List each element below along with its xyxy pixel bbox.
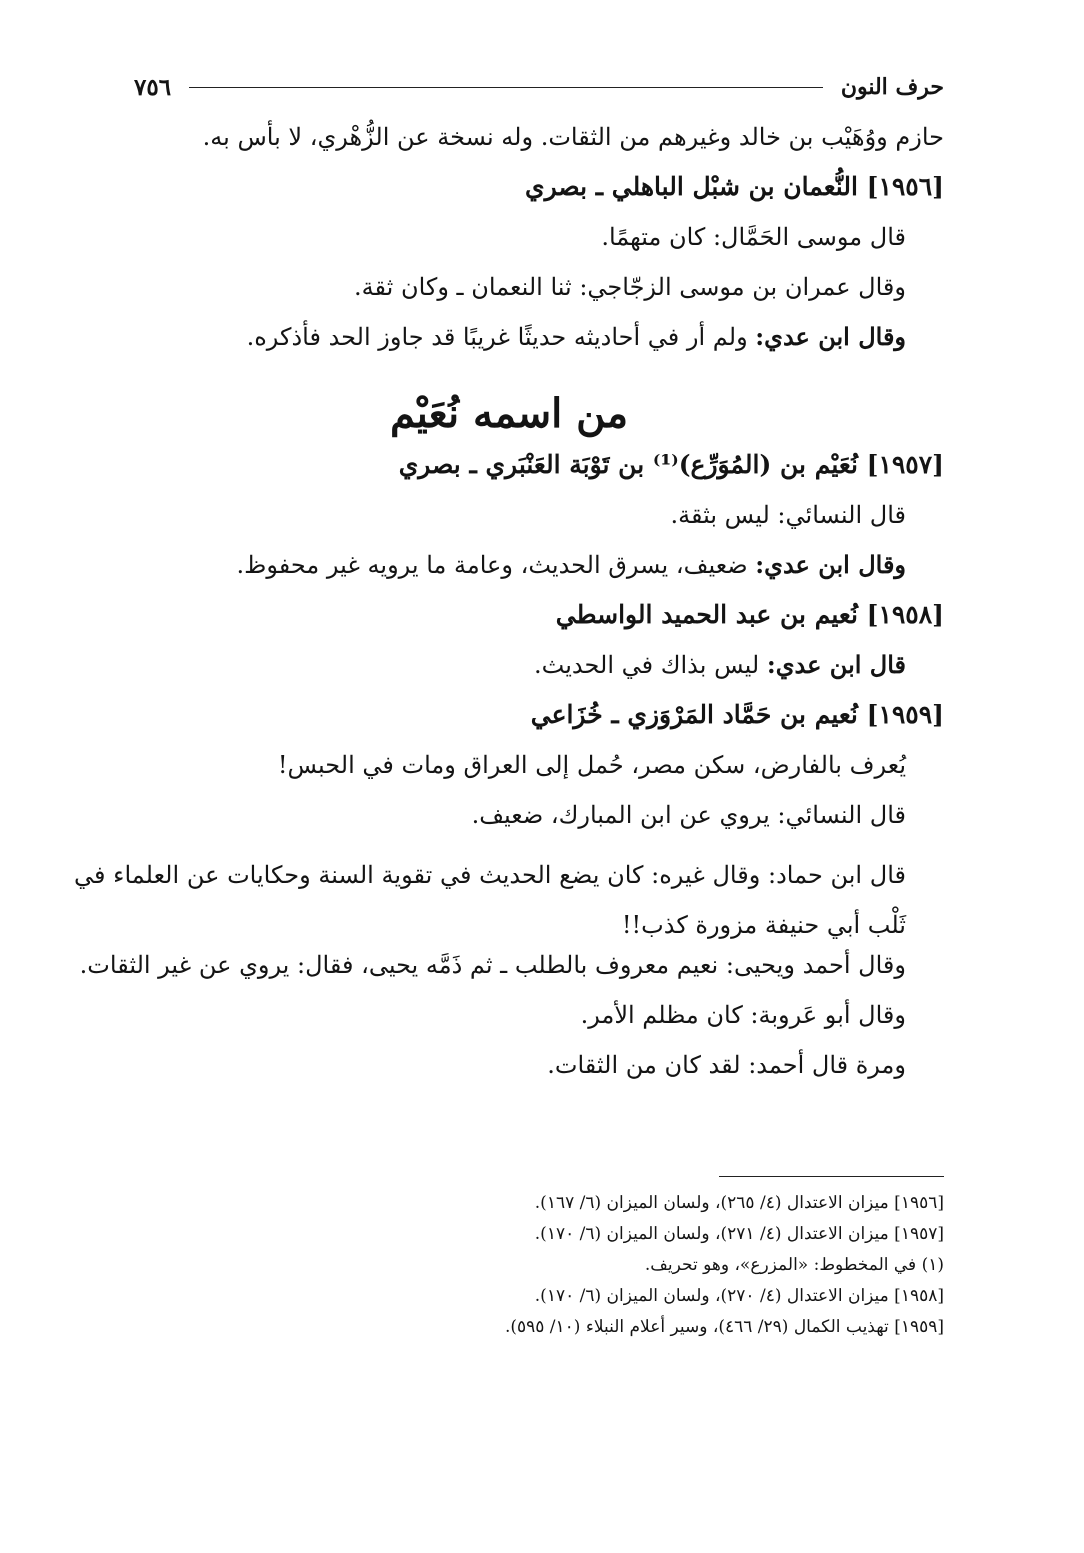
quote-text: ولم أر في أحاديثه حديثًا غريبًا قد جاوز الحد فأذكره.	[246, 323, 756, 351]
footnote: [١٩٥٦] ميزان الاعتدال (٤/ ٢٦٥)، ولسان الميزان (٦/ ١٦٧).	[534, 1193, 944, 1213]
running-header	[134, 72, 944, 102]
page-number: ٧٥٦	[134, 73, 172, 101]
text-paragraph: قال ابن حماد: وقال غيره: كان يضع الحديث في تقوية السنة وحكايات عن العلماء في ثَلْب أبي حنيفة مزورة كذب!!	[74, 861, 906, 939]
text-line: ومرة قال أحمد: لقد كان من الثقات.	[547, 1051, 906, 1079]
text-line: وقال أحمد ويحيى: نعيم معروف بالطلب ـ ثم ذَمَّه يحيى، فقال: يروي عن غير الثقات.	[79, 951, 906, 979]
entry-title-1959: [١٩٥٩] نُعيم بن حَمَّاد المَرْوَزي ـ خُزَاعي	[530, 700, 944, 729]
text-line: قال النسائي: ليس بثقة.	[670, 501, 906, 529]
footnote: [١٩٥٩] تهذيب الكمال (٢٩/ ٤٦٦)، وسير أعلام النبلاء (١٠/ ٥٩٥).	[504, 1317, 944, 1337]
text-line: وقال أبو عَروبة: كان مظلم الأمر.	[580, 1001, 906, 1029]
main-text	[74, 122, 944, 1100]
text-line: قال موسى الحَمَّال: كان متهمًا.	[601, 223, 906, 251]
section-title: حرف النون	[840, 74, 944, 100]
footnote-separator	[719, 1176, 944, 1177]
text-line	[74, 322, 944, 372]
footnote: [١٩٥٧] ميزان الاعتدال (٤/ ٢٧١)، ولسان الميزان (٦/ ١٧٠).	[534, 1224, 944, 1244]
speaker-label: وقال ابن عدي:	[755, 322, 906, 351]
speaker-label: قال ابن عدي:	[766, 650, 906, 679]
text-line: يُعرف بالفارض، سكن مصر، حُمل إلى العراق ومات في الحبس!	[277, 751, 906, 779]
text-line: حازم ووُهَيْب بن خالد وغيرهم من الثقات. وله نسخة عن الزُّهْري، لا بأس به.	[202, 123, 944, 151]
footnotes	[74, 1192, 944, 1347]
speaker-label: وقال ابن عدي:	[755, 550, 906, 579]
text-line: قال النسائي: يروي عن ابن المبارك، ضعيف.	[471, 801, 906, 829]
text-line	[74, 650, 944, 700]
quote-text: ليس بذاك في الحديث.	[534, 651, 767, 679]
header-rule	[189, 87, 823, 88]
text-line	[74, 550, 944, 600]
entry-title-1958: [١٩٥٨] نُعيم بن عبد الحميد الواسطي	[555, 600, 944, 629]
footnote: (١) في المخطوط: «المزرع»، وهو تحريف.	[644, 1255, 944, 1275]
text-line: وقال عمران بن موسى الزجّاجي: ثنا النعمان ـ وكان ثقة.	[354, 273, 906, 301]
entry-title-1956: [١٩٥٦] النُّعمان بن شبْل الباهلي ـ بصري	[525, 172, 944, 201]
chapter-heading: من اسمه نُعَيْم	[389, 390, 629, 437]
footnote: [١٩٥٨] ميزان الاعتدال (٤/ ٢٧٠)، ولسان الميزان (٦/ ١٧٠).	[534, 1286, 944, 1306]
quote-text: ضعيف، يسرق الحديث، وعامة ما يرويه غير محفوظ.	[236, 551, 756, 579]
entry-title-1957: [١٩٥٧] نُعَيْم بن (المُوَرِّع)⁽¹⁾ بن تَوْبَة العَنْبَري ـ بصري	[398, 450, 944, 479]
